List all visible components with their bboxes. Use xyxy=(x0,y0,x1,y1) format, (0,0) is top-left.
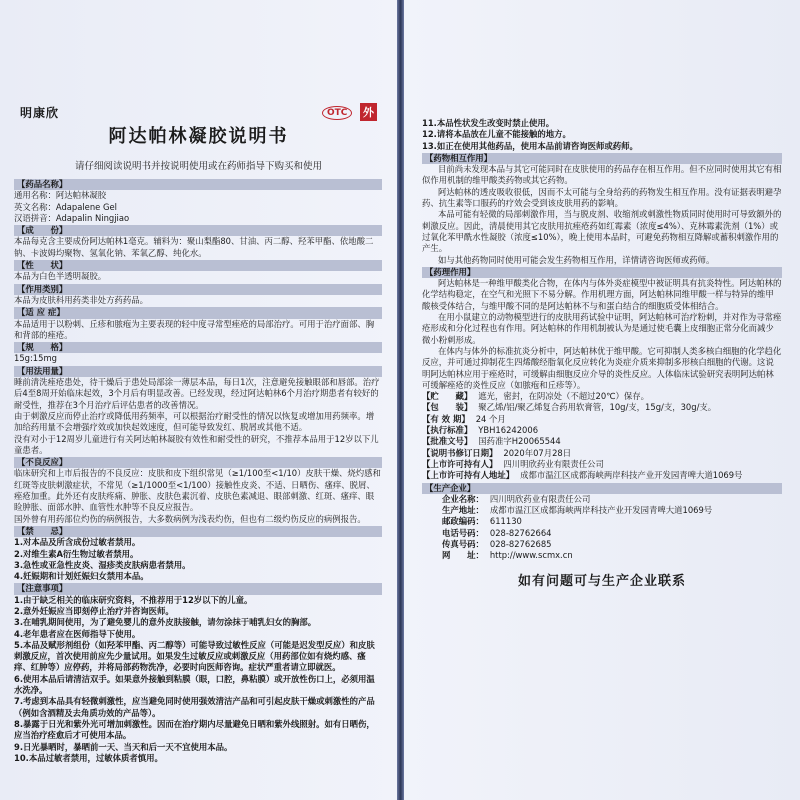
caution-note: 11.本品性状发生改变时禁止使用。 xyxy=(422,118,555,128)
section-label: 【药品名称】 xyxy=(14,179,382,190)
info-row xyxy=(422,436,782,447)
section-text: 英文名称：Adapalene Gel xyxy=(14,201,117,212)
info-row xyxy=(422,470,782,481)
manufacturer-value: 成都市温江区成都海峡两岸科技产业开发园青啤大道1069号 xyxy=(489,505,713,516)
section-label: 【性 状】 xyxy=(14,260,382,271)
section-text: 在体内与体外的标准抗炎分析中，阿达帕林优于维甲酸。它可抑制人类多核白细胞的化学趋化反应，并可通过抑制花生四烯酸经脂氧化反应转化为炎症介质来抑制多形核白细胞的代谢。这说明阿达帕林应用于痤疮时，可缓解由细胞反应介导的炎性反应。人体临床试验研究表明阿达帕林可缓解痤疮的炎性反应（如脓疱和丘疹等）。 xyxy=(422,345,782,390)
section-text: 1.由于缺乏相关的临床研究资料，不推荐用于12岁以下的儿童。 xyxy=(14,594,253,605)
section-label: 【生产企业】 xyxy=(422,483,782,494)
document-title: 阿达帕林凝胶说明书 xyxy=(108,126,289,147)
info-label: 【贮 藏】 xyxy=(422,391,473,402)
section-label: 【作用类别】 xyxy=(14,284,382,295)
manufacturer-row xyxy=(422,505,782,516)
brand-name: 明康欣 xyxy=(20,106,60,120)
otc-badge: OTC xyxy=(322,106,352,120)
info-label: 【上市许可持有人】 xyxy=(422,458,498,469)
manufacturer-value: http://www.scmx.cn xyxy=(489,550,573,561)
manufacturer-value: 028-82762664 xyxy=(489,527,552,538)
section-text: 6.使用本品后请清洁双手。如果意外接触到粘膜（眼，口腔，鼻粘膜）或开放性伤口上，必须用温水洗净。 xyxy=(14,673,375,696)
section-label: 【用法用量】 xyxy=(14,366,382,377)
caution-note: 13.如正在使用其他药品，使用本品前请咨询医师或药师。 xyxy=(422,140,638,151)
info-label: 【上市许可持有人地址】 xyxy=(422,470,515,481)
section-text: 没有对小于12周岁儿童进行有关阿达帕林凝胶有效性和耐受性的研究，不推荐本品用于12岁以下儿童患者。 xyxy=(14,433,379,455)
section-text: 2.意外妊娠应当即刻停止治疗并咨询医师。 xyxy=(14,605,174,616)
manufacturer-row xyxy=(422,494,782,505)
section-label: 【禁 忌】 xyxy=(14,526,382,537)
section-label: 【注意事项】 xyxy=(14,583,382,594)
section-text: 阿达帕林是一种维甲酸类化合物，在体内与体外炎症模型中被证明具有抗炎特性。阿达帕林的化学结构稳定，在空气和光照下不易分解。作用机理方面，阿达帕林同维甲酸一样与特异的维甲酸核受体结合，与维甲酸不同的是阿达帕林不与和蛋白结合的细胞质受体相结合。 xyxy=(422,278,782,311)
section-text: 睡前清洗痤疮患处，待干燥后于患处局部涂一薄层本品，每日1次，注意避免接触眼部和唇部。治疗后4至8周开始临床起效，3个月后有明显改善。已经发现，经过阿达帕林6个月治疗期患者有较好的耐受性，推荐在3个月治疗后评估患者的改善情况。 xyxy=(14,377,380,410)
info-value: 成都市温江区成都海峡两岸科技产业开发园青啤大道1069号 xyxy=(520,470,743,481)
info-label: 【说明书修订日期】 xyxy=(422,447,498,458)
manufacturer-label: 企业名称： xyxy=(442,493,484,504)
section-text: 目前尚未发现本品与其它可能同时在皮肤使用的药品存在相互作用。但不应同时使用其它有相似作用机制的维甲酸类药物或其它药物。 xyxy=(422,164,782,186)
info-row xyxy=(422,448,782,459)
manufacturer-value: 028-82762685 xyxy=(489,538,552,549)
section-text: 汉语拼音：Adapalin Ningjiao xyxy=(14,212,130,223)
section-text: 由于刺激反应而停止治疗或降低用药频率，可以根据治疗耐受性的情况以恢复或增加用药频率。增加给药用量不会增强疗效或加快起效速度，但可能导致发红、脱屑或其他不适。 xyxy=(14,410,375,433)
info-value: 聚乙烯/铝/聚乙烯复合药用软膏管，10g/支，15g/支，30g/支。 xyxy=(478,402,717,413)
section-text: 阿达帕林的透皮吸收很低，因而不太可能与全身给药的药物发生相互作用。没有证据表明避孕药、抗生素等口服药的疗效会受到该皮肤用药的影响。 xyxy=(422,186,782,209)
info-value: 2020年07月28日 xyxy=(503,447,572,458)
manufacturer-value: 611130 xyxy=(489,516,522,527)
section-text: 本品每克含主要成份阿达帕林1毫克。辅料为：聚山梨酯80、甘油、丙二醇、羟苯甲酯、依地酸二钠、卡波姆均聚物、氢氧化钠、苯氧乙醇、纯化水。 xyxy=(14,236,374,258)
manufacturer-row xyxy=(422,528,782,539)
info-label: 【批准文号】 xyxy=(422,436,473,447)
info-row xyxy=(422,459,782,470)
section-text: 4.妊娠期和计划妊娠妇女禁用本品。 xyxy=(14,571,149,582)
info-row xyxy=(422,391,782,402)
info-value: YBH16242006 xyxy=(478,425,539,436)
manufacturer-label: 传真号码： xyxy=(442,538,484,549)
caution-note: 12.请将本品放在儿童不能接触的地方。 xyxy=(422,129,571,140)
manufacturer-label: 邮政编码： xyxy=(442,516,484,527)
section-text: 4.老年患者应在医师指导下使用。 xyxy=(14,628,141,639)
manufacturer-label: 网 址： xyxy=(442,550,484,561)
section-text: 3.在哺乳期间使用，为了避免婴儿的意外皮肤接触，请勿涂抹于哺乳妇女的胸部。 xyxy=(14,617,317,628)
section-text: 国外曾有用药部位灼伤的病例报告，大多数病例为浅表灼伤，但也有二级灼伤反应的病例报告。 xyxy=(14,513,366,524)
section-text: 本品为皮肤科用药类非处方药药品。 xyxy=(14,294,148,305)
manufacturer-row xyxy=(422,539,782,550)
page-fold xyxy=(397,0,404,800)
manufacturer-label: 生产地址： xyxy=(442,505,484,516)
section-text: 如与其他药物同时使用可能会发生药物相互作用，详情请咨询医师或药师。 xyxy=(438,254,715,265)
manufacturer-row xyxy=(422,550,782,561)
contact-note: 如有问题可与生产企业联系 xyxy=(517,574,686,589)
external-use-mark: 外 xyxy=(360,103,377,121)
section-label: 【适 应 症】 xyxy=(14,307,382,318)
section-text: 在用小鼠建立的动物模型进行的皮肤用药试验中证明，阿达帕林可治疗粉刺，并对作为寻常痤疮形成和分化过程也有作用。阿达帕林的作用机制被认为是通过使毛囊上皮细胞正常分化而减少微小粉刺形成。 xyxy=(422,312,782,345)
section-text: 本品为白色半透明凝胶。 xyxy=(14,271,107,282)
info-row xyxy=(422,402,782,413)
document-subtitle: 请仔细阅读说明书并按说明使用或在药师指导下购买和使用 xyxy=(74,161,322,172)
section-text: 7.考虑到本品具有轻微刺激性，应当避免同时使用强效清洁产品和可引起皮肤干燥或刺激性的产品（例如含酒精及去角质功效的产品等）。 xyxy=(14,696,375,718)
section-text: 10.本品过敏者禁用，过敏体质者慎用。 xyxy=(14,752,163,763)
manufacturer-label: 电话号码： xyxy=(442,527,484,538)
right-page xyxy=(404,0,800,800)
manufacturer-value: 四川明欣药业有限责任公司 xyxy=(489,493,591,504)
left-page xyxy=(0,0,397,800)
info-label: 【有 效 期】 xyxy=(422,413,470,424)
right-content xyxy=(422,118,782,562)
section-text: 3.急性或亚急性皮炎、湿疹类皮肤病患者禁用。 xyxy=(14,559,191,570)
section-text: 8.暴露于日光和紫外光可增加刺激性。因而在治疗期内尽量避免日晒和紫外线照射。如有日晒伤，应当治疗痊愈后才可使用本品。 xyxy=(14,718,375,741)
section-text: 通用名称：阿达帕林凝胶 xyxy=(14,190,107,201)
section-text: 本品适用于以粉刺、丘疹和脓疱为主要表现的轻中度寻常型痤疮的局部治疗。可用于治疗面部、胸和背部的痤疮。 xyxy=(14,318,375,340)
info-value: 24 个月 xyxy=(475,413,506,424)
section-label: 【成 份】 xyxy=(14,225,382,236)
section-label: 【药理作用】 xyxy=(422,267,782,278)
info-label: 【执行标准】 xyxy=(422,425,473,436)
section-text: 本品可能有轻微的局部刺激作用，当与脱皮剂、收缩剂或刺激性物质同时使用时可导致额外的刺激反应。因此，清晨使用其它皮肤用抗痤疮药如红霉素（浓度≤4%）、克林霉素洗剂（1%）或过氧化苯甲酰水性凝胶（浓度≤10%），晚上使用本品时，可避免药物相互降解或蓄积刺激作用的产生。 xyxy=(422,209,782,254)
info-value: 国药准字H20065544 xyxy=(478,436,561,447)
info-label: 【包 装】 xyxy=(422,402,473,413)
section-text: 5.本品及赋形剂组份（如羟苯甲酯、丙二醇等）可能导致过敏性反应（可能是迟发型反应）和皮肤刺激反应，首次使用前应先少量试用。如果发生过敏反应或刺激反应（用药部位如有烧灼感、瘙痒、红肿等）应停药，并将局部药物洗净，必要时向医师咨询。症状严重者请立即就医。 xyxy=(14,639,375,673)
manufacturer-row xyxy=(422,516,782,527)
section-label: 【规 格】 xyxy=(14,342,382,353)
section-text: 临床研究和上市后报告的不良反应：皮肤和皮下组织常见（≥1/100至<1/10）皮肤干燥、烧灼感和红斑等皮肤刺激症状，不常见（≥1/1000至<1/100）接触性皮炎、不适、日晒伤、瘙痒、脱屑、痤疮加重。此外还有皮肤疼痛、肿胀、皮肤色素沉着、皮肤色素减退、眼部刺激、红斑、瘙痒、眼睑肿胀、面部水肿、血管性水肿等不良反应报告。 xyxy=(14,468,381,513)
info-value: 遮光，密封，在阴凉处（不超过20℃）保存。 xyxy=(478,391,650,402)
section-text: 2.对维生素A衍生物过敏者禁用。 xyxy=(14,548,139,559)
section-text: 15g:15mg xyxy=(14,353,57,364)
section-label: 【药物相互作用】 xyxy=(422,153,782,164)
section-text: 9.日光暴晒时，暴晒前一天、当天和后一天不宜使用本品。 xyxy=(14,741,233,752)
left-content xyxy=(14,178,382,764)
section-label: 【不良反应】 xyxy=(14,457,382,468)
info-row xyxy=(422,425,782,436)
section-text: 1.对本品及所含成份过敏者禁用。 xyxy=(14,537,141,548)
info-row xyxy=(422,414,782,425)
info-value: 四川明欣药业有限责任公司 xyxy=(503,458,604,469)
